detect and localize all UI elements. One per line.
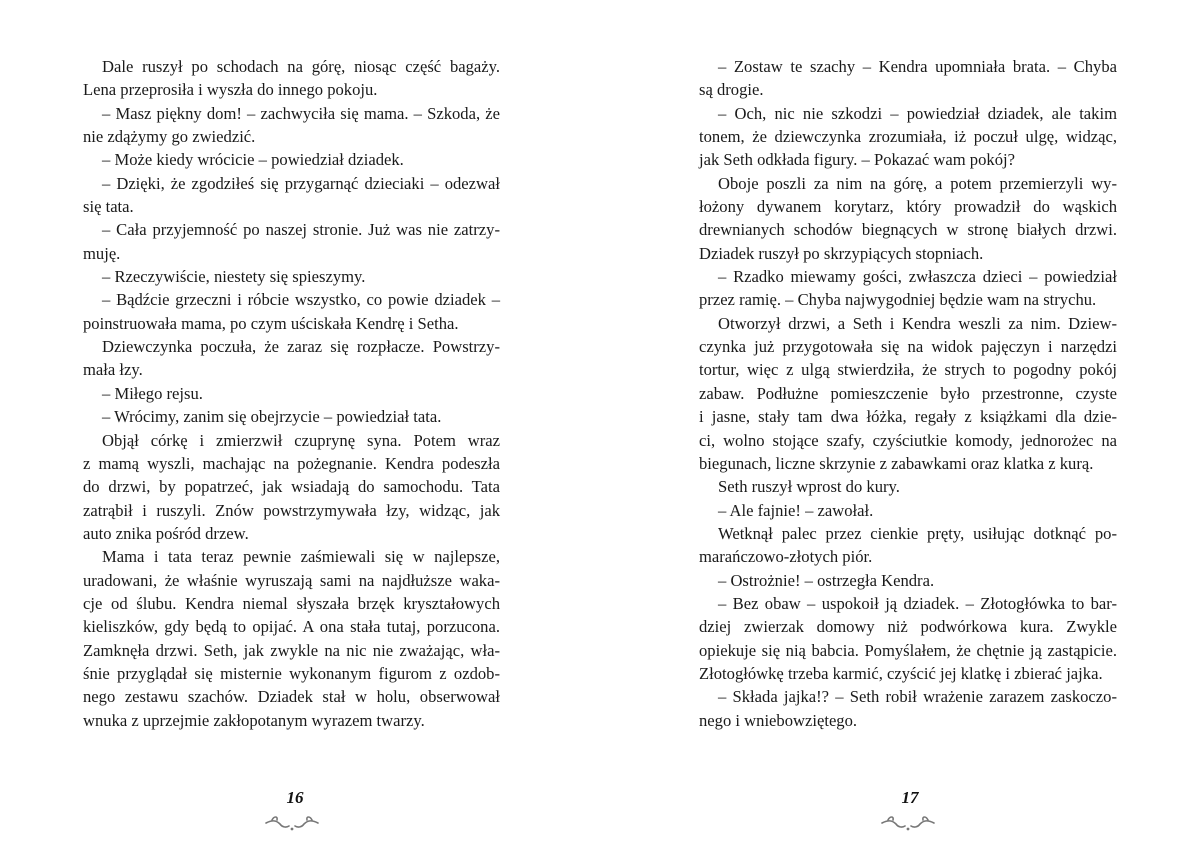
text-line: ci, wolno stojące szafy, czyściutkie komody, jednorożec na [699,430,1117,450]
text-line: dziej zwierzak domowy niż podwórkowa kura. Zwykle [699,617,1117,637]
text-line: Dale ruszył po schodach na górę, niosąc część bagaży. [102,57,500,76]
text-line: i jasne, stały tam dwa łóżka, regały z książkami dla dzie- [699,407,1117,427]
text-line: – Cała przyjemność po naszej stronie. Już was nie zatrzy- [102,220,500,240]
flourish-ornament-icon [262,812,322,834]
text-line: – Ostrożnie! – ostrzegła Kendra. [718,570,935,590]
text-line: – Rzadko miewamy gości, zwłaszcza dzieci – powiedział [718,267,1117,287]
text-line: – Składa jajka!? – Seth robił wrażenie zarazem zaskoczo- [718,687,1117,707]
text-line: do drzwi, by popatrzeć, jak wsiadają do samochodu. Tata [83,477,500,497]
flourish-ornament-icon [878,812,938,834]
text-line: poinstruowała mama, po czym uściskała Kendrę i Setha. [83,313,459,333]
text-line: – Rzeczywiście, niestety się spieszymy. [102,267,366,287]
page-number-right: 17 [901,788,919,807]
text-line: Złotogłówkę trzeba karmić, czyścić jej klatkę i zbierać jajka. [699,663,1103,683]
text-line: – Może kiedy wrócicie – powiedział dziadek. [102,150,404,170]
text-line: zatrąbił i ruszyli. Znów powstrzymywała łzy, widząc, jak [83,500,500,520]
text-line: tortur, więc z ulgą stwierdziła, że strych to pogodny pokój [699,360,1117,380]
text-line: nie zdążymy go zwiedzić. [83,127,256,147]
text-line: drewnianych schodów biegnących w stronę białych drzwi. [699,220,1117,240]
text-line: wnuka z uprzejmie zakłopotanym wyrazem twarzy. [83,710,425,730]
text-line: Zamknęła drzwi. Seth, jak zwykle na nic nie zważając, wła- [83,640,500,660]
text-line: Oboje poszli za nim na górę, a potem przemierzyli wy- [718,173,1117,193]
text-line: jak Seth odkłada figury. – Pokazać wam pokój? [699,150,1015,170]
text-line: łożony dywanem korytarz, który prowadził do wąskich [699,197,1117,217]
text-line: Mama i tata teraz pewnie zaśmiewali się w najlepsze, [102,547,500,567]
text-line: mała łzy. [83,360,143,380]
text-line: – Dzięki, że zgodziłeś się przygarnąć dzieciaki – odezwał [102,173,500,193]
text-line: nego zestawu szachów. Dziadek stał w holu, obserwował [83,687,500,707]
text-line: biegunach, liczne skrzynie z zabawkami oraz klatka z kurą. [699,453,1094,473]
text-line: Dziadek ruszył po skrzypiących stopniach. [699,243,984,263]
text-line: Dziewczynka poczuła, że zaraz się rozpłacze. Powstrzy- [102,337,500,357]
text-line: tonem, że dziewczynka zrozumiała, iż poczuł ulgę, widząc, [699,127,1117,147]
text-line: kieliszków, gdy będą to opijać. A ona stała tutaj, porzucona. [83,617,500,637]
text-line: – Ale fajnie! – zawołał. [718,500,874,520]
text-line: – Och, nic nie szkodzi – powiedział dziadek, ale takim [718,103,1117,123]
text-line: – Miłego rejsu. [102,383,203,403]
text-line: marańczowo-złotych piór. [699,547,873,567]
text-line: są drogie. [699,80,764,100]
text-line: nego i wniebowziętego. [699,710,858,730]
text-line: Lena przeprosiła i wyszła do innego pokoju. [83,80,378,100]
text-line: Otworzył drzwi, a Seth i Kendra weszli za nim. Dziew- [718,313,1117,333]
text-line: przez ramię. – Chyba najwygodniej będzie wam na strychu. [699,290,1097,310]
text-line: Seth ruszył wprost do kury. [718,477,900,497]
text-line: śnie przyglądał się misternie wykonanym figurom z ozdob- [83,663,500,683]
text-line: – Masz piękny dom! – zachwyciła się mama. – Szkoda, że [102,103,500,123]
page-number-left: 16 [286,788,304,807]
text-line: opiekuje się nią babcia. Pomyślałem, że chętnie ją zastąpicie. [699,640,1117,660]
left-page-text [83,55,500,732]
text-line: zabaw. Podłużne pomieszczenie było przestronne, czyste [699,383,1117,403]
text-line: – Zostaw te szachy – Kendra upomniała brata. – Chyba [718,57,1117,76]
text-line: – Bez obaw – uspokoił ją dziadek. – Złotogłówka to bar- [718,593,1117,613]
text-line: – Wrócimy, zanim się obejrzycie – powiedział tata. [102,407,442,427]
right-page-text [699,55,1117,732]
text-line: z mamą wyszli, machając na pożegnanie. Kendra podeszła [83,453,500,473]
text-line: Wetknął palec przez cienkie pręty, usiłując dotknąć po- [718,523,1117,543]
text-line: się tata. [83,197,134,217]
text-line: cje od ślubu. Kendra niemal słyszała brzęk kryształowych [83,593,500,613]
text-line: – Bądźcie grzeczni i róbcie wszystko, co powie dziadek – [102,290,500,310]
text-line: auto znika pośród drzew. [83,523,249,543]
text-line: Objął córkę i zmierzwił czuprynę syna. Potem wraz [102,430,500,450]
text-line: uradowani, że właśnie wyruszają sami na najdłuższe waka- [83,570,500,590]
text-line: czynka już przygotowała się na widok pajęczyn i narzędzi [699,337,1117,357]
text-line: muję. [83,243,121,263]
